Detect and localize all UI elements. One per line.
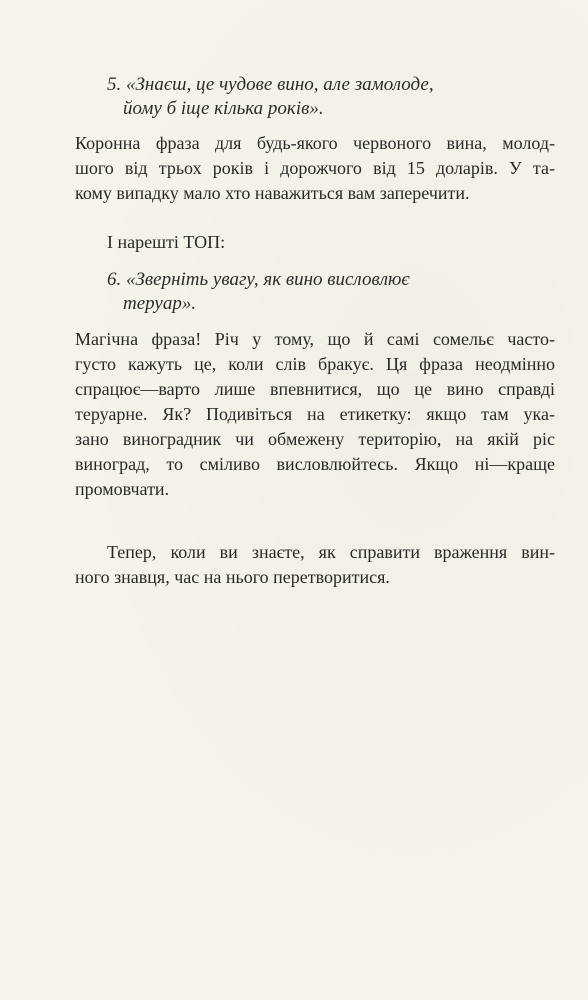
paragraph-5 (75, 131, 555, 206)
paragraph-line: теруарне. Як? Подивіться на етикетку: якщо там ука- (75, 404, 555, 424)
paragraph-line: кому випадку мало хто наважиться вам заперечити. (75, 183, 470, 203)
paragraph-line: зано виноградник чи обмежену територію, на якій ріс (75, 429, 555, 449)
paragraph-line: Магічна фраза! Річ у тому, що й самі сомельє часто- (75, 329, 555, 349)
paragraph-line: виноград, то сміливо висловлюйтесь. Якщо ні—краще (75, 454, 555, 474)
quote-6-line: теруар». (123, 293, 197, 314)
quote-6-line: 6. «Зверніть увагу, як вино висловлює (107, 269, 410, 290)
paragraph-line: Тепер, коли ви знаєте, як справити враження вин- (107, 542, 555, 562)
finally-top-line: І нарешті ТОП: (107, 232, 226, 252)
quote-5-line: йому б іще кілька років». (123, 98, 324, 119)
quote-5-line: 5. «Знаєш, це чудове вино, але замолоде, (107, 74, 434, 95)
paragraph-line: Коронна фраза для будь-якого червоного вина, молод- (75, 133, 555, 153)
paragraph-line: промовчати. (75, 479, 170, 499)
quote-6 (107, 268, 547, 316)
quote-5 (107, 73, 547, 121)
paragraph-line: густо кажуть це, коли слів бракує. Ця фраза неодмінно (75, 354, 555, 374)
paragraph-6 (75, 327, 555, 502)
paragraph-final (75, 540, 555, 590)
paragraph-line: шого від трьох років і дорожчого від 15 доларів. У та- (75, 158, 555, 178)
paragraph-line: спрацює—варто лише впевнитися, що це вино справді (75, 379, 555, 399)
paragraph-line: ного знавця, час на нього перетворитися. (75, 567, 390, 587)
